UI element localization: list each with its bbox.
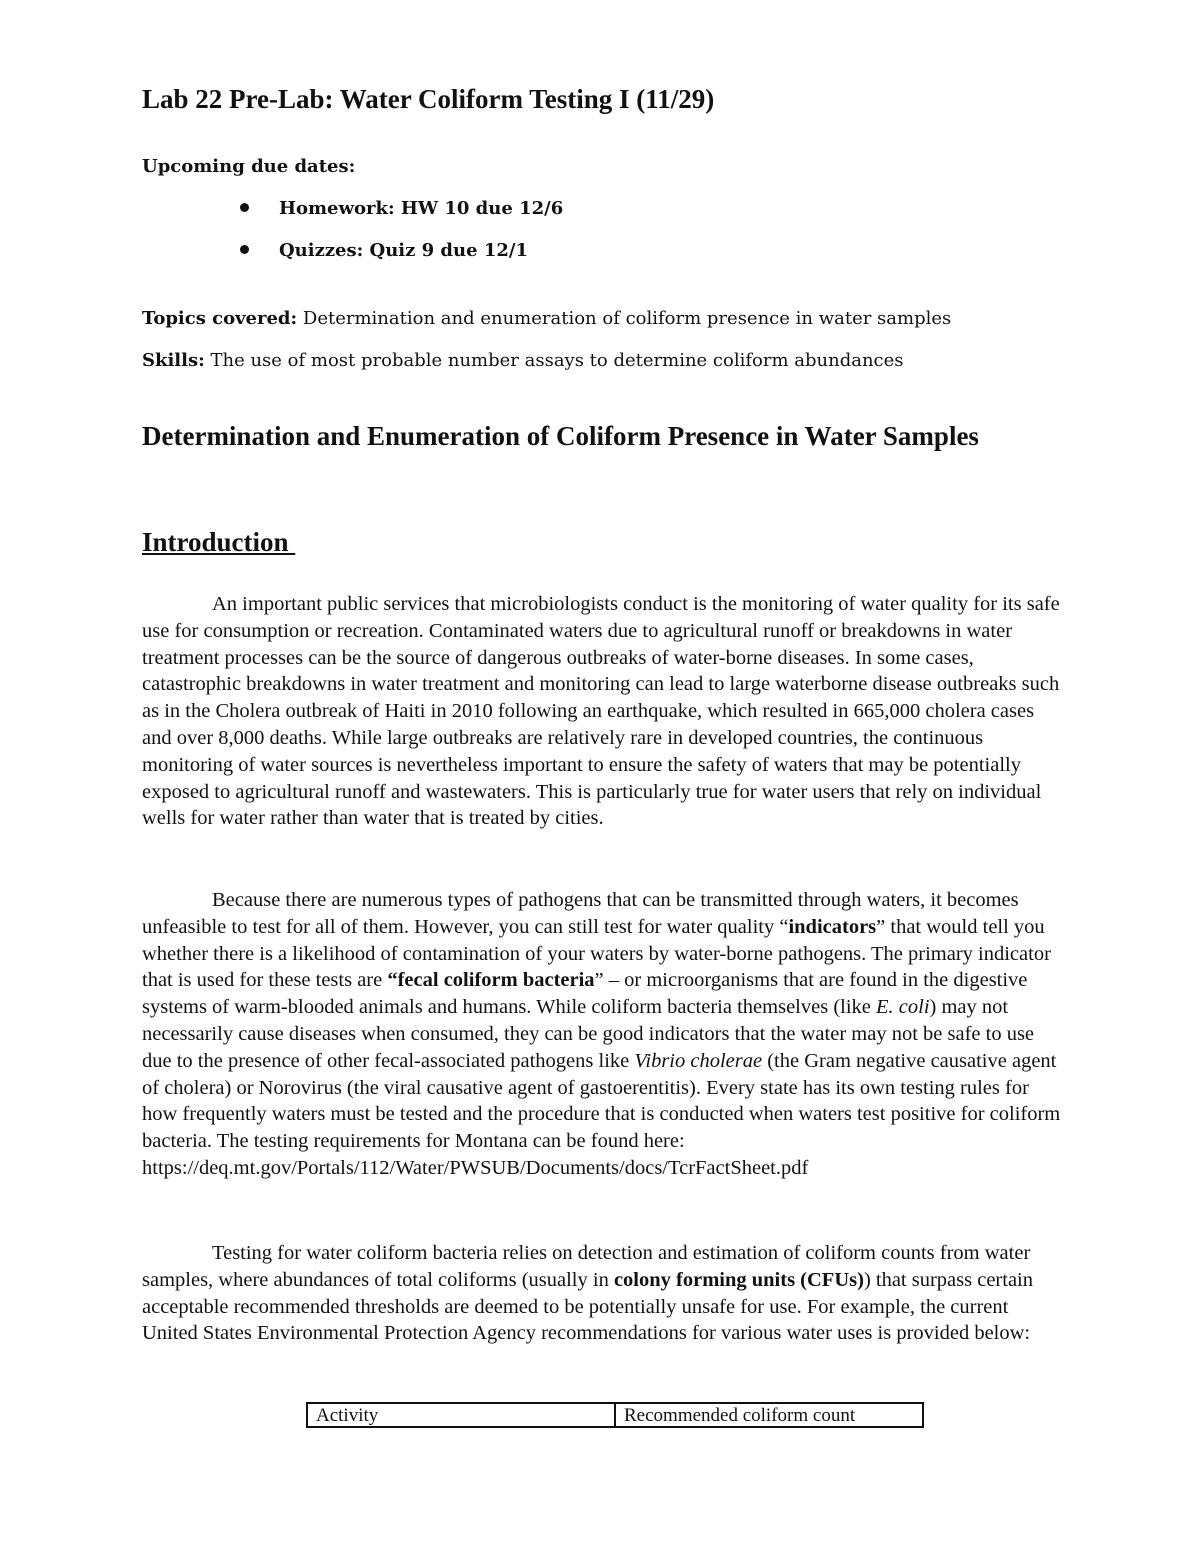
page-title: Lab 22 Pre-Lab: Water Coliform Testing I (11/29) bbox=[142, 84, 715, 114]
vibrio-term: Vibrio cholerae bbox=[634, 1049, 763, 1072]
indicators-term: indicators bbox=[788, 915, 877, 938]
para2-text: Because there are numerous types of pathogens that can be transmitted through waters, it becomes unfeasible to test for all of them. However, you can still test for water quality “ bbox=[142, 889, 1019, 938]
topics-line bbox=[142, 308, 951, 329]
para2-text: (the Gram negative causative agent of cholera) or Norovirus (the viral causative agent of gastoerentitis). Every state has its own testing rules for how frequently waters must be tested and the procedure that is conducted when waters test positive for coliform bacteria. The testing requirements for Montana can be found here: https://deq.mt.gov/Portals/112/Water/PWSUB/Documents/docs/TcrFactSheet.pdf bbox=[142, 1049, 1061, 1179]
table-header-activity: Activity bbox=[307, 1403, 615, 1427]
topics-label: Topics covered: bbox=[142, 308, 298, 329]
bullet-icon bbox=[240, 203, 249, 212]
intro-heading: Introduction bbox=[142, 527, 296, 557]
table-row bbox=[307, 1403, 923, 1427]
cfu-term: colony forming units (CFUs) bbox=[613, 1268, 864, 1291]
fecal-coliform-term: “fecal coliform bacteria bbox=[387, 969, 595, 992]
skills-text: The use of most probable number assays to determine coliform abundances bbox=[204, 350, 904, 371]
due-dates-label: Upcoming due dates: bbox=[142, 156, 356, 177]
topics-text: Determination and enumeration of coliform presence in water samples bbox=[297, 308, 952, 329]
intro-paragraph-1: An important public services that microbiologists conduct is the monitoring of water quality for its safe use for consumption or recreation. Contaminated waters due to agricultural runoff or breakdowns in water treatment processes can be the source of dangerous outbreaks of water-borne diseases. In some cases, catastrophic breakdowns in water treatment and monitoring can lead to large waterborne disease outbreaks such as in the Cholera outbreak of Haiti in 2010 following an earthquake, which resulted in 665,000 cholera cases and over 8,000 deaths. While large outbreaks are relatively rare in developed countries, the continuous monitoring of water sources is nevertheless important to ensure the safety of waters that may be potentially exposed to agricultural runoff and wastewaters. This is particularly true for water users that rely on individual wells for water rather than water that is treated by cities. bbox=[142, 593, 1060, 830]
list-item bbox=[240, 196, 563, 238]
due-dates-list bbox=[240, 196, 563, 280]
para3-text: ) that surpass certain acceptable recommended thresholds are deemed to be potentially unsafe for use. For example, the current United States Environmental Protection Agency recommendations for various water uses is provided below: bbox=[142, 1268, 1034, 1345]
skills-line bbox=[142, 350, 904, 371]
para3-text: Testing for water coliform bacteria relies on detection and estimation of coliform counts from water samples, where abundances of total coliforms (usually in bbox=[142, 1242, 1031, 1291]
list-item bbox=[240, 238, 563, 280]
intro-paragraph-3 bbox=[142, 1240, 1062, 1347]
para2-text: ” that would tell you whether there is a likelihood of contamination of your waters by water-borne pathogens. The primary indicator that is used for these tests are bbox=[142, 915, 1051, 992]
due-item-homework: Homework: HW 10 due 12/6 bbox=[279, 198, 564, 219]
ecoli-term: E. coli bbox=[876, 996, 930, 1019]
due-item-quizzes: Quizzes: Quiz 9 due 12/1 bbox=[279, 240, 528, 261]
skills-label: Skills: bbox=[142, 350, 205, 371]
table-header-count: Recommended coliform count bbox=[615, 1403, 923, 1427]
para2-text: ) may not necessarily cause diseases when consumed, they can be good indicators that the water may not be safe to use due to the presence of other fecal-associated pathogens like bbox=[142, 996, 1035, 1072]
para2-text: ” – or microorganisms that are found in the digestive systems of warm-blooded animals and humans. While coliform bacteria themselves (like bbox=[142, 969, 1028, 1019]
coliform-table bbox=[306, 1402, 924, 1428]
section-heading: Determination and Enumeration of Coliform Presence in Water Samples bbox=[142, 421, 979, 451]
bullet-icon bbox=[240, 245, 249, 254]
intro-paragraph-2 bbox=[142, 887, 1062, 1182]
